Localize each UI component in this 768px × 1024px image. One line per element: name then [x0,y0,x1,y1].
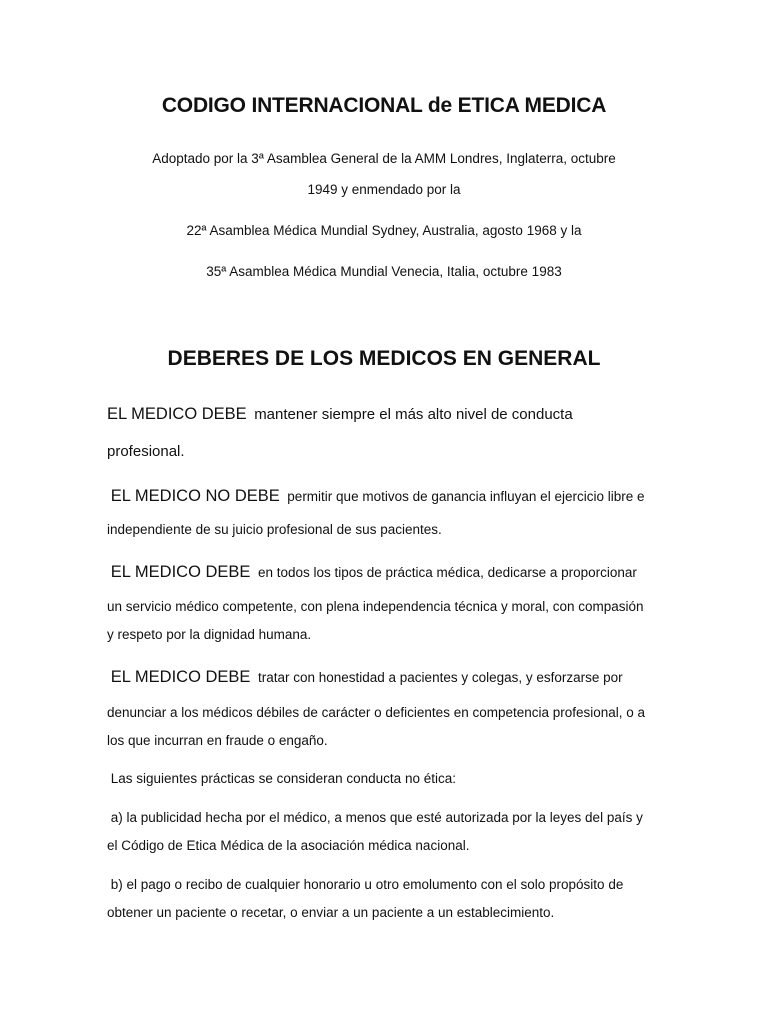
duty-lead: EL MEDICO DEBE [107,405,247,423]
practice-a-line-2: el Código de Etica Médica de la asociación médica nacional. [107,838,470,853]
practice-a-line-1 [107,810,643,825]
practice-a-text: a) la publicidad hecha por el médico, a menos que esté autorizada por la leyes del país y [110,810,643,825]
duty-4-line-1 [107,668,623,687]
duty-4-line-3: los que incurran en fraude o engaño. [107,733,328,748]
duty-2-line-2: independiente de su juicio profesional de sus pacientes. [107,522,442,537]
section-heading: DEBERES DE LOS MEDICOS EN GENERAL [167,347,601,370]
adoption-line-2: 1949 y enmendado por la [307,182,461,197]
duty-text: tratar con honestidad a pacientes y colegas, y esforzarse por [257,670,623,685]
duty-text: mantener siempre el más alto nivel de conducta [254,406,573,423]
duty-4-line-2: denunciar a los médicos débiles de carácter o deficientes en competencia profesional, o a [107,705,646,720]
adoption-line-1: Adoptado por la 3ª Asamblea General de la AMM Londres, Inglaterra, octubre [152,151,616,166]
duty-3-line-2: un servicio médico competente, con plena independencia técnica y moral, con compasión [107,599,644,614]
duty-lead: EL MEDICO DEBE [110,563,251,581]
amendment-22-line: 22ª Asamblea Médica Mundial Sydney, Australia, agosto 1968 y la [186,223,582,238]
unethical-intro [107,771,456,786]
amendment-35-line: 35ª Asamblea Médica Mundial Venecia, Italia, octubre 1983 [206,264,562,279]
duty-text: permitir que motivos de ganancia influyan el ejercicio libre e [287,489,645,504]
duty-3-line-3: y respeto por la dignidad humana. [107,627,312,642]
duty-3-line-1 [107,563,637,582]
practice-b-line-1 [107,877,623,892]
duty-lead: EL MEDICO NO DEBE [110,487,280,505]
duty-lead: EL MEDICO DEBE [110,668,251,686]
unethical-intro-text: Las siguientes prácticas se consideran conducta no ética: [110,771,456,786]
duty-2-line-1 [107,487,644,506]
practice-b-text: b) el pago o recibo de cualquier honorario u otro emolumento con el solo propósito de [110,877,624,892]
document-title: CODIGO INTERNACIONAL de ETICA MEDICA [161,94,607,117]
practice-b-line-2: obtener un paciente o recetar, o enviar a un paciente a un establecimiento. [107,905,555,920]
duty-1-line-2: profesional. [107,443,185,460]
duty-text: en todos los tipos de práctica médica, dedicarse a proporcionar [257,565,637,580]
duty-1-line-1 [107,405,573,424]
